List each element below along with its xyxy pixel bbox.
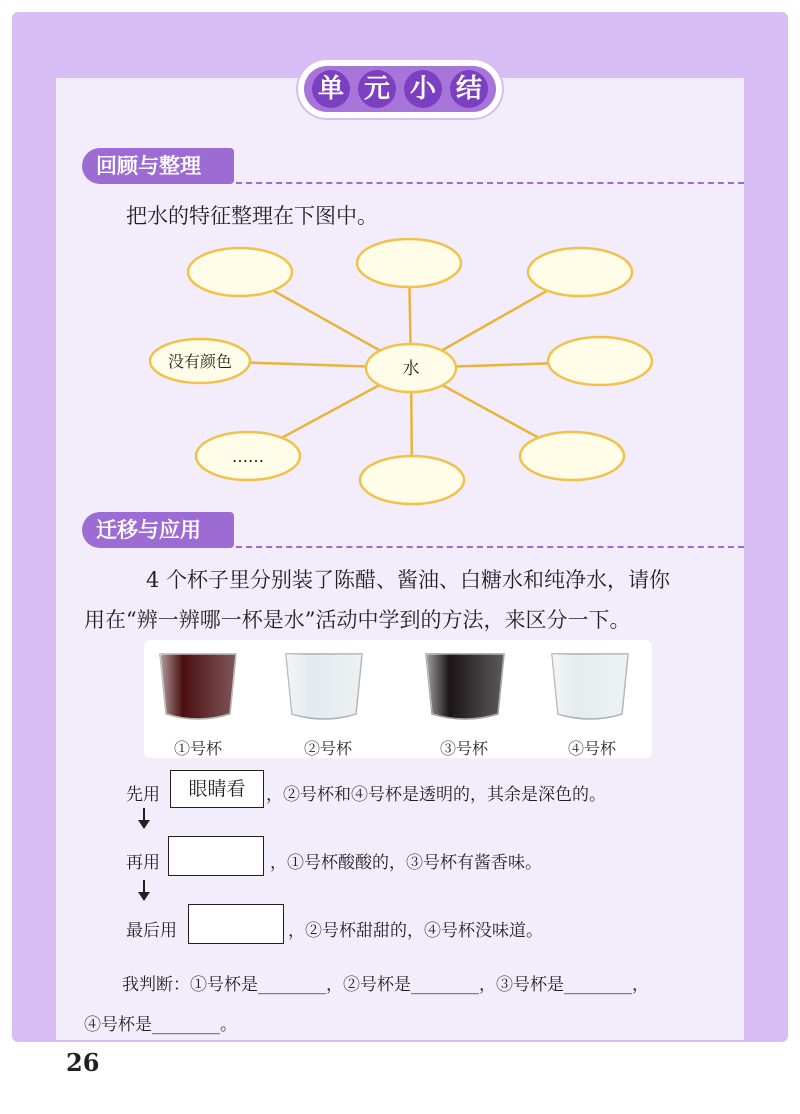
step-suffix: ，②号杯和④号杯是透明的，其余是深色的。 xyxy=(266,785,606,805)
step-suffix: ，②号杯甜甜的，④号杯没味道。 xyxy=(288,921,543,941)
diagram-node-label: 没有颜色 xyxy=(167,352,233,371)
diagram-node xyxy=(360,456,464,504)
judgement-line-1: 我判断：①号杯是________，②号杯是________，③号杯是________， xyxy=(122,975,649,995)
cups-photo xyxy=(144,640,652,758)
question-line-2: 用在“辨一辨哪一杯是水”活动中学到的方法，来区分一下。 xyxy=(84,608,631,632)
step-prefix: 先用 xyxy=(126,785,160,805)
step-suffix: ，①号杯酸酸的，③号杯有酱香味。 xyxy=(270,853,542,873)
diagram-node xyxy=(188,248,292,296)
step-prefix: 最后用 xyxy=(126,921,177,941)
step-prefix: 再用 xyxy=(126,853,160,873)
judgement-line-2: ④号杯是________。 xyxy=(84,1015,237,1035)
answer-box-1[interactable]: 眼睛看 xyxy=(170,770,264,808)
cup-3 xyxy=(426,654,504,719)
instruction-text: 把水的特征整理在下图中。 xyxy=(126,204,378,228)
cups-illustration xyxy=(144,640,652,736)
cup-label: ④号杯 xyxy=(568,739,617,758)
title-char: 元 xyxy=(358,70,396,108)
title-char: 小 xyxy=(404,70,442,108)
title-char: 结 xyxy=(450,70,488,108)
diagram-node xyxy=(528,248,632,296)
cup-2 xyxy=(286,654,362,719)
page-number: 26 xyxy=(66,1048,100,1077)
cup-4 xyxy=(552,654,628,719)
question-line-1: 4 个杯子里分别装了陈醋、酱油、白糖水和纯净水，请你 xyxy=(146,568,671,592)
answer-box-2[interactable] xyxy=(168,836,264,876)
cup-label: ②号杯 xyxy=(304,739,353,758)
cup-label: ①号杯 xyxy=(174,739,223,758)
diagram-node xyxy=(520,432,624,480)
diagram-node xyxy=(548,337,652,385)
cup-label: ③号杯 xyxy=(440,739,489,758)
section-divider xyxy=(236,546,744,548)
water-features-diagram xyxy=(0,0,800,520)
section-tab-apply: 迁移与应用 xyxy=(82,512,234,548)
diagram-node xyxy=(357,239,461,287)
cup-1 xyxy=(160,654,236,719)
diagram-node-label: …… xyxy=(232,447,264,466)
section-tab-review: 回顾与整理 xyxy=(82,148,234,184)
diagram-center-label: 水 xyxy=(402,359,420,379)
answer-box-3[interactable] xyxy=(188,904,284,944)
title-char: 单 xyxy=(312,70,350,108)
